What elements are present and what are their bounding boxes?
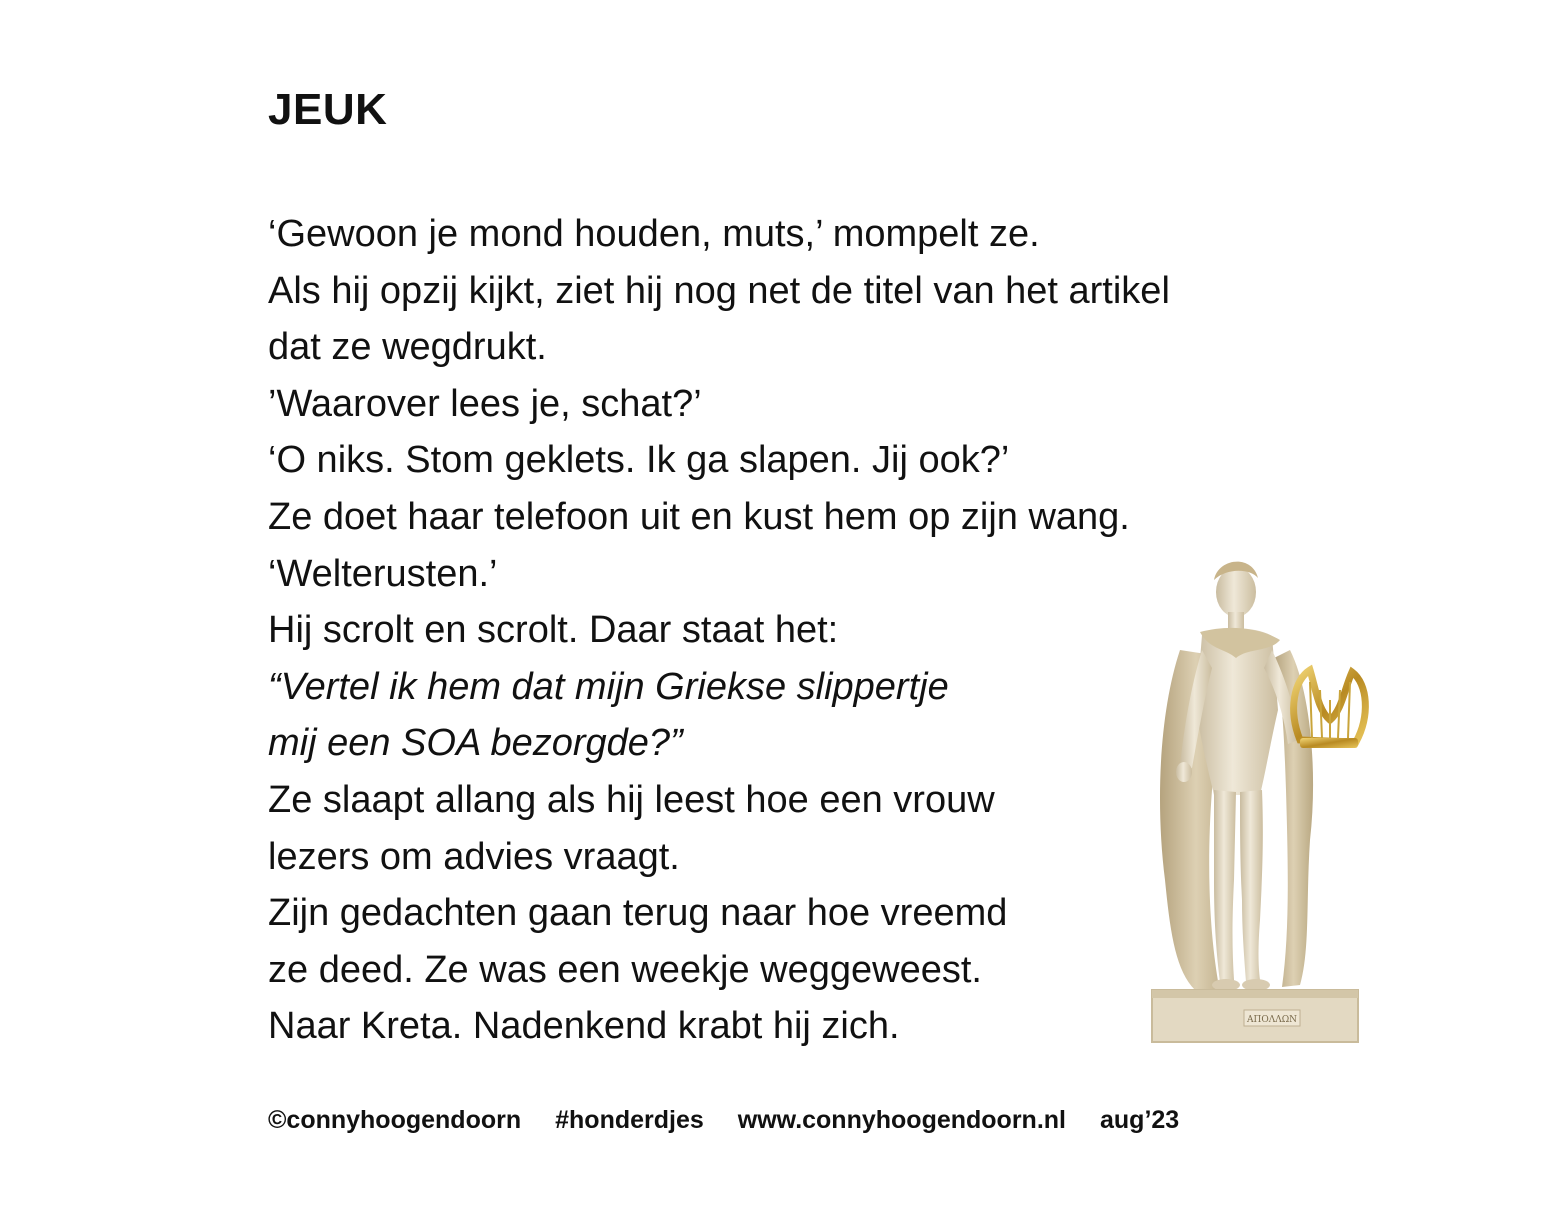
footer-copyright: ©connyhoogendoorn [268,1106,522,1134]
footer-hashtag: #honderdjes [555,1106,704,1134]
poem-line: ze deed. Ze was een weekje weggeweest. [268,948,982,991]
poem-line: Als hij opzij kijkt, ziet hij nog net de titel van het artikel [268,269,1170,312]
footer-date: aug’23 [1100,1106,1180,1134]
poem-line: Hij scrolt en scrolt. Daar staat het: [268,609,839,652]
poem-line: Naar Kreta. Nadenkend krabt hij zich. [268,1005,900,1048]
poem-line: Ze slaapt allang als hij leest hoe een vrouw [268,778,995,821]
greek-statue-with-lyre-icon [1140,540,1390,1050]
poem-line: Zijn gedachten gaan terug naar hoe vreemd [268,892,1008,935]
poem-line: ’Waarover lees je, schat?’ [268,382,702,425]
poem-line: mij een SOA bezorgde?” [268,722,683,765]
poem-line: ‘Welterusten.’ [268,552,498,595]
poem-line: “Vertel ik hem dat mijn Griekse slippertje [268,665,949,708]
poem-line: ‘Gewoon je mond houden, muts,’ mompelt ze. [268,213,1040,255]
footer [268,1102,1179,1138]
footer-website[interactable]: www.connyhoogendoorn.nl [737,1106,1066,1134]
poem-title: JEUK [268,85,388,134]
poem-line: ‘O niks. Stom geklets. Ik ga slapen. Jij ook?’ [268,439,1010,482]
poem-line: dat ze wegdrukt. [268,326,547,369]
poem-line: Ze doet haar telefoon uit en kust hem op zijn wang. [268,495,1130,538]
poem-body [268,206,1170,1055]
plinth-inscription: AΠOΛΛΩN [1246,1015,1298,1025]
poem-line: lezers om advies vraagt. [268,835,680,878]
